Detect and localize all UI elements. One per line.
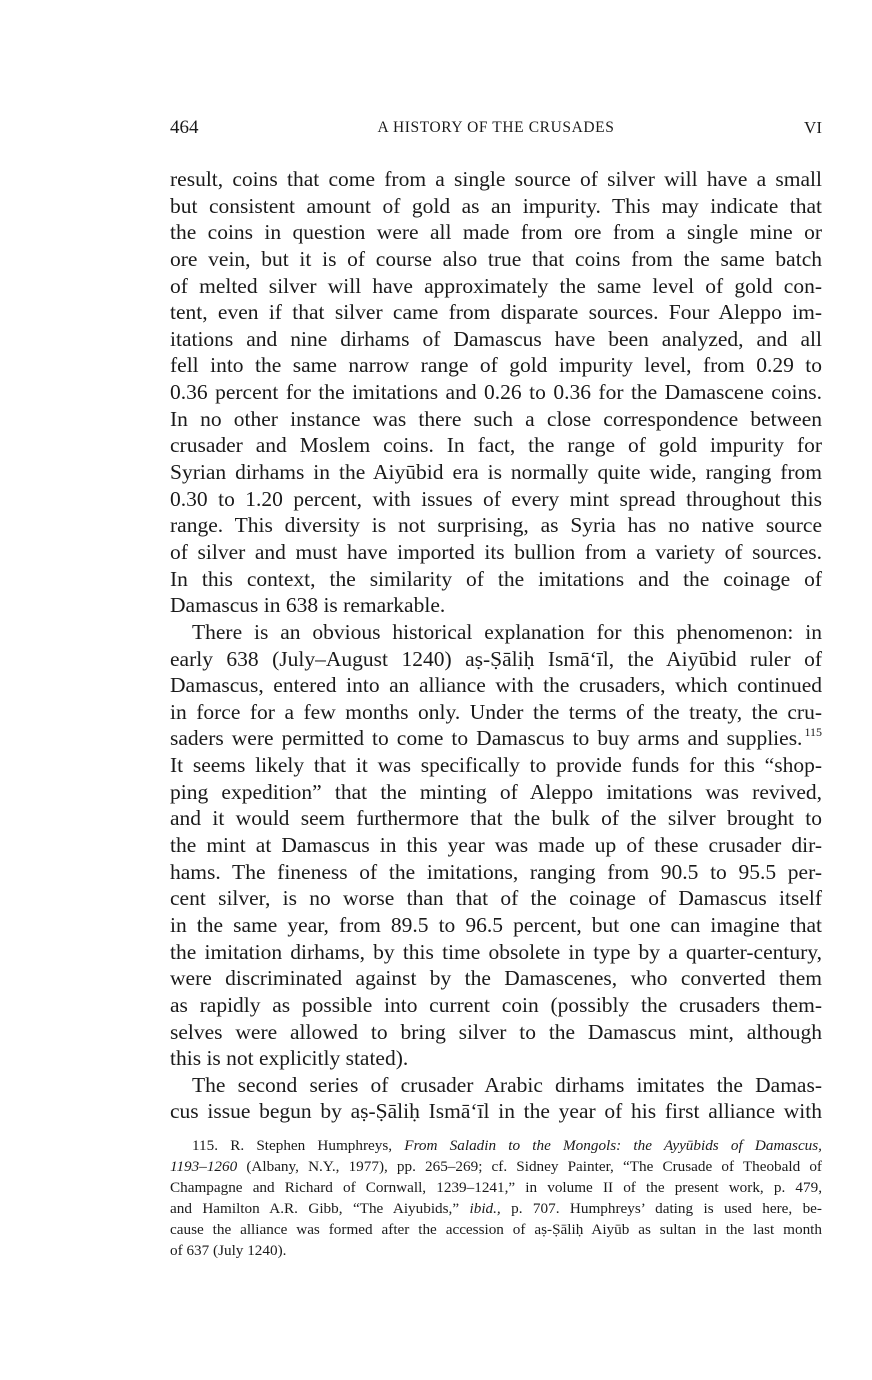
- text-line: early 638 (July–August 1240) aṣ-Ṣāliḥ Ismā‘īl, the Aiyūbid ruler of: [170, 646, 822, 671]
- page-number: 464: [170, 117, 199, 138]
- text-line: In this context, the similarity of the imitations and the coinage of: [170, 566, 822, 591]
- text-line: the imitation dirhams, by this time obsolete in type by a quarter-century,: [170, 939, 822, 964]
- text-line: and it would seem furthermore that the bulk of the silver brought to: [170, 806, 822, 831]
- text-line: hams. The fineness of the imitations, ranging from 90.5 to 95.5 per-: [170, 859, 822, 884]
- text-line: The second series of crusader Arabic dirhams imitates the Damas-: [192, 1072, 822, 1097]
- footnote-line: cause the alliance was formed after the accession of aṣ-Ṣāliḥ Aiyūb as sultan in the last month: [170, 1221, 822, 1238]
- footnote-text: (Albany, N.Y., 1977), pp. 265–269; cf. Sidney Painter, “The Crusade of Theobald of: [237, 1158, 822, 1175]
- footnote-line: [170, 1156, 822, 1177]
- text-line: 0.30 to 1.20 percent, with issues of every mint spread throughout this: [170, 486, 822, 511]
- section-number: VI: [804, 118, 822, 137]
- text-line: 0.36 percent for the imitations and 0.26 to 0.36 for the Damascene coins.: [170, 380, 822, 405]
- text-line: this is not explicitly stated).: [170, 1046, 409, 1071]
- text-line: ore vein, but it is of course also true that coins from the same batch: [170, 246, 822, 271]
- running-title: A HISTORY OF THE CRUSADES: [377, 119, 615, 136]
- footnote-line: [170, 1198, 822, 1219]
- text-line: result, coins that come from a single source of silver will have a small: [170, 167, 822, 191]
- footnote-text: 115. R. Stephen Humphreys,: [192, 1137, 405, 1154]
- text-line: ping expedition” that the minting of Aleppo imitations was revived,: [170, 779, 822, 804]
- text-line: range. This diversity is not surprising, as Syria has no native source: [170, 513, 822, 538]
- text-line: the mint at Damascus in this year was made up of these crusader dir-: [170, 833, 822, 858]
- ibid-abbrev: ibid.,: [469, 1200, 501, 1217]
- book-title: From Saladin to the Mongols: the Ayyūbids of Damascus,: [404, 1137, 822, 1154]
- text-line: saders were permitted to come to Damascus to buy arms and supplies.: [170, 726, 803, 751]
- running-header: [170, 117, 822, 143]
- text-line: There is an obvious historical explanation for this phenomenon: in: [192, 619, 822, 644]
- body-text: [170, 166, 822, 1125]
- footnote-line: of 637 (July 1240).: [170, 1242, 287, 1259]
- text-line: of melted silver will have approximately the same level of gold con-: [170, 273, 822, 298]
- text-line: Syrian dirhams in the Aiyūbid era is normally quite wide, ranging from: [170, 460, 822, 485]
- text-line: were discriminated against by the Damascenes, who converted them: [170, 966, 822, 991]
- text-line-with-note: [170, 725, 822, 752]
- footnote-text: and Hamilton A.R. Gibb, “The Aiyubids,”: [170, 1200, 470, 1217]
- text-line: In no other instance was there such a close correspondence between: [170, 406, 822, 431]
- footnote-line: [170, 1135, 822, 1156]
- text-line: the coins in question were all made from ore from a single mine or: [170, 220, 822, 245]
- text-line: tent, even if that silver came from disparate sources. Four Aleppo im-: [170, 300, 822, 325]
- text-line: but consistent amount of gold as an impurity. This may indicate that: [170, 193, 822, 218]
- footnote-text: p. 707. Humphreys’ dating is used here, be-: [500, 1200, 822, 1217]
- footnote-reference: 115: [804, 725, 822, 740]
- book-title: 1193–1260: [170, 1158, 238, 1175]
- text-line: cus issue begun by aṣ-Ṣāliḥ Ismā‘īl in the year of his first alliance with: [170, 1099, 822, 1124]
- text-line: cent silver, is no worse than that of the coinage of Damascus itself: [170, 886, 822, 911]
- text-line: crusader and Moslem coins. In fact, the range of gold impurity for: [170, 433, 822, 458]
- text-line: in the same year, from 89.5 to 96.5 percent, but one can imagine that: [170, 912, 822, 937]
- text-line: Damascus in 638 is remarkable.: [170, 593, 446, 618]
- text-line: of silver and must have imported its bullion from a variety of sources.: [170, 539, 822, 564]
- text-line: in force for a few months only. Under the terms of the treaty, the cru-: [170, 699, 822, 724]
- footnote-115: [170, 1135, 822, 1261]
- text-line: fell into the same narrow range of gold impurity level, from 0.29 to: [170, 353, 822, 378]
- text-line: as rapidly as possible into current coin (possibly the crusaders them-: [170, 992, 822, 1017]
- text-line: itations and nine dirhams of Damascus have been analyzed, and all: [170, 326, 822, 351]
- text-line: selves were allowed to bring silver to the Damascus mint, although: [170, 1019, 822, 1044]
- footnote-line: Champagne and Richard of Cornwall, 1239–1241,” in volume II of the present work, p. 479,: [170, 1179, 822, 1196]
- text-line: It seems likely that it was specifically to provide funds for this “shop-: [170, 753, 822, 778]
- text-line: Damascus, entered into an alliance with the crusaders, which continued: [170, 673, 822, 698]
